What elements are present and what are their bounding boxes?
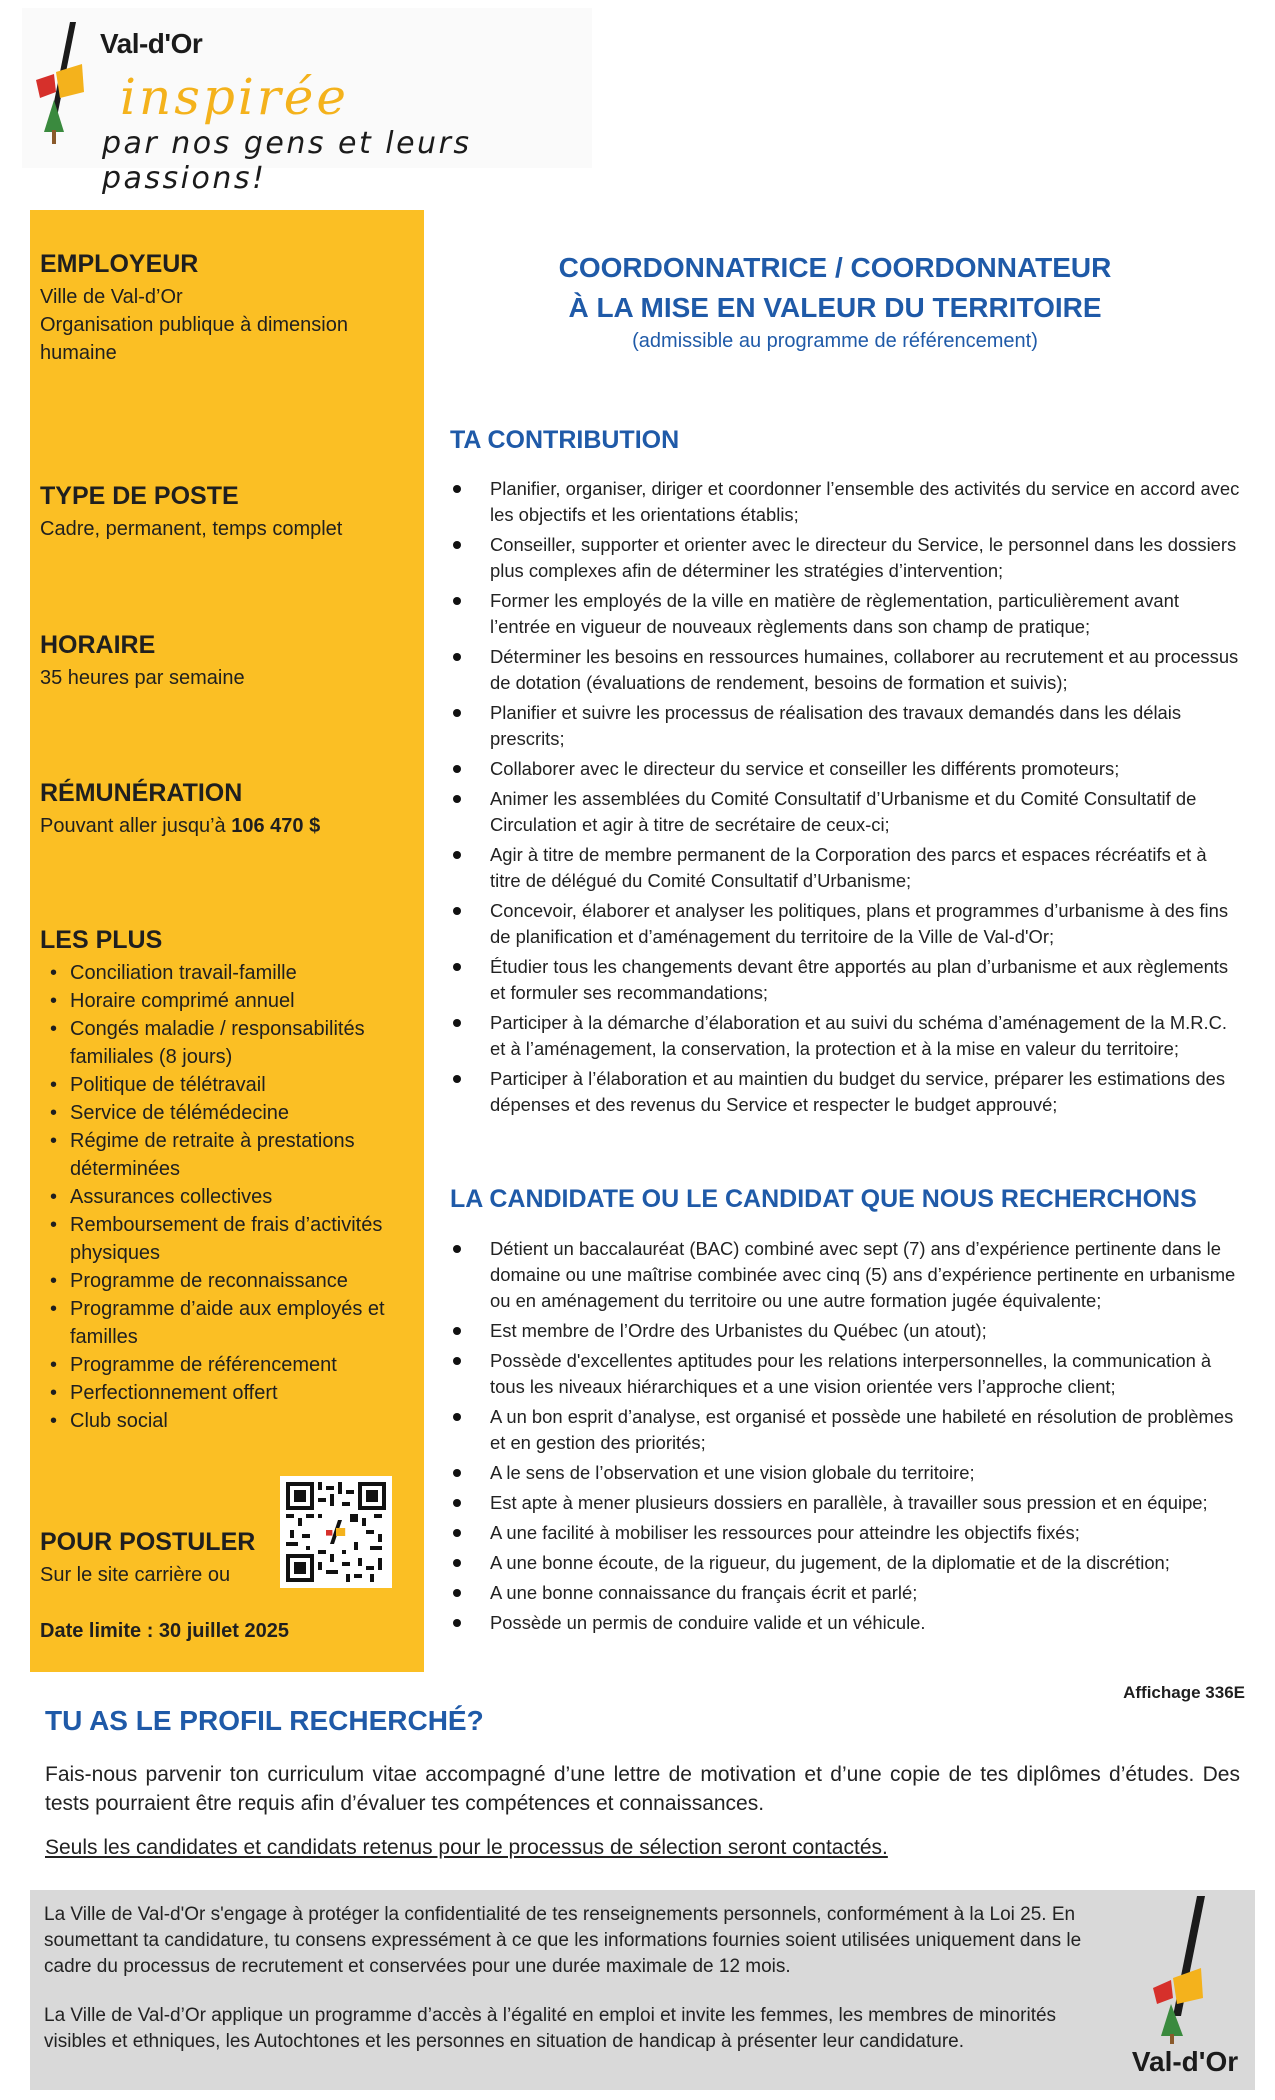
contribution-item: Conseiller, supporter et orienter avec le directeur du Service, le personnel dans les dossiers plus complexes afin de déterminer les stratégies d’intervention; <box>450 532 1240 584</box>
contribution-heading: TA CONTRIBUTION <box>450 426 680 454</box>
perk-item: • Assurances collectives <box>50 1183 420 1211</box>
employer-title: EMPLOYEUR <box>40 250 199 278</box>
contribution-item: Planifier, organiser, diriger et coordonner l’ensemble des activités du service en accord avec les objectifs et les orientations établis; <box>450 476 1240 528</box>
deadline: Date limite : 30 juillet 2025 <box>40 1620 289 1642</box>
pay-amount: 106 470 $ <box>231 815 321 837</box>
logo-tagline: par nos gens et leurs passions! <box>102 126 472 196</box>
perk-item: • Congés maladie / responsabilités familiales (8 jours) <box>50 1015 420 1071</box>
perk-item: • Programme d’aide aux employés et familles <box>50 1295 420 1351</box>
contribution-item: Planifier et suivre les processus de réalisation des travaux demandés dans les délais prescrits; <box>450 700 1240 752</box>
candidate-item: Possède d'excellentes aptitudes pour les relations interpersonnelles, la communication à tous les niveaux hiérarchiques et a une vision orientée vers l’approche client; <box>450 1348 1240 1400</box>
contribution-item: Agir à titre de membre permanent de la Corporation des parcs et espaces récréatifs et à titre de délégué du Comité Consultatif d’Urbanisme; <box>450 842 1240 894</box>
header-logo <box>22 8 592 196</box>
candidate-item: A une facilité à mobiliser les ressources pour atteindre les objectifs fixés; <box>450 1520 1240 1546</box>
perk-item: • Service de télémédecine <box>50 1099 420 1127</box>
legal-box <box>30 1890 1255 2090</box>
footer-logo <box>1125 1896 1245 2086</box>
apply-text: Sur le site carrière ou <box>40 1564 231 1586</box>
schedule-section <box>40 631 420 692</box>
candidate-item: Est apte à mener plusieurs dossiers en parallèle, à travailler sous pression et en équipe; <box>450 1490 1240 1516</box>
schedule-text: 35 heures par semaine <box>40 667 245 689</box>
contribution-item: Collaborer avec le directeur du service et conseiller les différents promoteurs; <box>450 756 1240 782</box>
logo-name: Val-d'Or <box>100 28 203 59</box>
candidate-heading: LA CANDIDATE OU LE CANDIDAT QUE NOUS RECHERCHONS <box>450 1185 1197 1213</box>
val-dor-emblem-icon <box>34 22 98 147</box>
pay-title: RÉMUNÉRATION <box>40 779 243 807</box>
contribution-item: Participer à la démarche d’élaboration et au suivi du schéma d’aménagement de la M.R.C. et à l’aménagement, la conservation, la protection et à la mise en valeur du territoire; <box>450 1010 1240 1062</box>
contribution-item: Déterminer les besoins en ressources humaines, collaborer au recrutement et au processus de dotation (évaluations de rendement, besoins de formation et suivis); <box>450 644 1240 696</box>
profile-heading: TU AS LE PROFIL RECHERCHÉ? <box>45 1705 484 1736</box>
val-dor-emblem-icon <box>1125 1896 1245 2046</box>
pay-section <box>40 779 420 840</box>
candidate-item: A le sens de l’observation et une vision globale du territoire; <box>450 1460 1240 1486</box>
employer-line: humaine <box>40 342 117 364</box>
posting-number: Affichage 336E <box>1123 1683 1245 1702</box>
contribution-item: Animer les assemblées du Comité Consultatif d’Urbanisme et du Comité Consultatif de Circulation et agir à titre de secrétaire de ceux-ci; <box>450 786 1240 838</box>
pay-text <box>40 812 420 840</box>
profile-note: Seuls les candidates et candidats retenus pour le processus de sélection seront contactés. <box>45 1836 888 1859</box>
qr-code[interactable] <box>280 1476 392 1588</box>
perks-list <box>40 959 420 1435</box>
apply-title: POUR POSTULER <box>40 1528 256 1556</box>
perk-item: • Programme de référencement <box>50 1351 420 1379</box>
perks-section <box>40 926 420 1435</box>
contribution-item: Former les employés de la ville en matière de règlementation, particulièrement avant l’entrée en vigueur de nouveaux règlements dans son champ de pratique; <box>450 588 1240 640</box>
perk-item: • Club social <box>50 1407 420 1435</box>
sidebar <box>30 210 424 1672</box>
employer-line: Organisation publique à dimension <box>40 314 348 336</box>
privacy-paragraph: La Ville de Val-d'Or s'engage à protéger la confidentialité de tes renseignements personnels, conformément à la Loi 25. En soumettant ta candidature, tu consens expressément à ce que les informations fournies soient utilisées uniquement dans le cadre du processus de recrutement et conservées pour une durée maximale de 12 mois. <box>44 1904 1082 1977</box>
perk-item: • Perfectionnement offert <box>50 1379 420 1407</box>
candidate-item: A un bon esprit d’analyse, est organisé et possède une habileté en résolution de problèmes et en gestion des priorités; <box>450 1404 1240 1456</box>
type-title: TYPE DE POSTE <box>40 482 239 510</box>
profile-paragraph: Fais-nous parvenir ton curriculum vitae accompagné d’une lettre de motivation et d’une copie de tes diplômes d’études. Des tests pourraient être requis afin d’évaluer tes compétences et connaissances. <box>45 1763 1240 1815</box>
perk-item: • Conciliation travail-famille <box>50 959 420 987</box>
candidate-list <box>450 1236 1240 1640</box>
perk-item: • Horaire comprimé annuel <box>50 987 420 1015</box>
contribution-item: Étudier tous les changements devant être apportés au plan d’urbanisme et aux règlements et formuler ses recommandations; <box>450 954 1240 1006</box>
type-section <box>40 482 420 543</box>
job-title-line1: COORDONNATRICE / COORDONNATEUR <box>558 252 1112 283</box>
logo-inspired-text: inspirée <box>120 68 349 126</box>
perks-title: LES PLUS <box>40 926 163 954</box>
schedule-title: HORAIRE <box>40 631 156 659</box>
equal-access-paragraph: La Ville de Val-d’Or applique un programme d’accès à l’égalité en emploi et invite les femmes, les membres de minorités visibles et ethniques, les Autochtones et les personnes en situation de handicap à présenter leur candidature. <box>44 2005 1057 2052</box>
candidate-item: Détient un baccalauréat (BAC) combiné avec sept (7) ans d’expérience pertinente dans le domaine ou une maîtrise combinée avec cinq (5) ans d’expérience pertinente en urbanisme ou en aménagement du territoire ou une autre formation jugée équivalente; <box>450 1236 1240 1314</box>
type-text: Cadre, permanent, temps complet <box>40 518 343 540</box>
employer-line: Ville de Val-d’Or <box>40 286 183 308</box>
candidate-item: A une bonne connaissance du français écrit et parlé; <box>450 1580 1240 1606</box>
candidate-item: A une bonne écoute, de la rigueur, du jugement, de la diplomatie et de la discrétion; <box>450 1550 1240 1576</box>
perk-item: • Régime de retraite à prestations déterminées <box>50 1127 420 1183</box>
pay-prefix: Pouvant aller jusqu’à <box>40 815 232 837</box>
job-title-line2: À LA MISE EN VALEUR DU TERRITOIRE <box>568 292 1102 323</box>
qr-code-icon <box>286 1482 386 1582</box>
employer-section <box>40 250 420 367</box>
candidate-item: Est membre de l’Ordre des Urbanistes du Québec (un atout); <box>450 1318 1240 1344</box>
contribution-list <box>450 476 1240 1122</box>
job-title-note: (admissible au programme de référencement) <box>632 330 1038 352</box>
perk-item: • Programme de reconnaissance <box>50 1267 420 1295</box>
candidate-item: Possède un permis de conduire valide et un véhicule. <box>450 1610 1240 1636</box>
perk-item: • Remboursement de frais d’activités physiques <box>50 1211 420 1267</box>
contribution-item: Concevoir, élaborer et analyser les politiques, plans et programmes d’urbanisme à des fins de planification et d’aménagement du territoire de la Ville de Val-d'Or; <box>450 898 1240 950</box>
contribution-item: Participer à l’élaboration et au maintien du budget du service, préparer les estimations des dépenses et des revenus du Service et respecter le budget approuvé; <box>450 1066 1240 1118</box>
footer-logo-name: Val-d'Or <box>1131 2046 1239 2077</box>
job-title <box>440 248 1230 354</box>
perk-item: • Politique de télétravail <box>50 1071 420 1099</box>
